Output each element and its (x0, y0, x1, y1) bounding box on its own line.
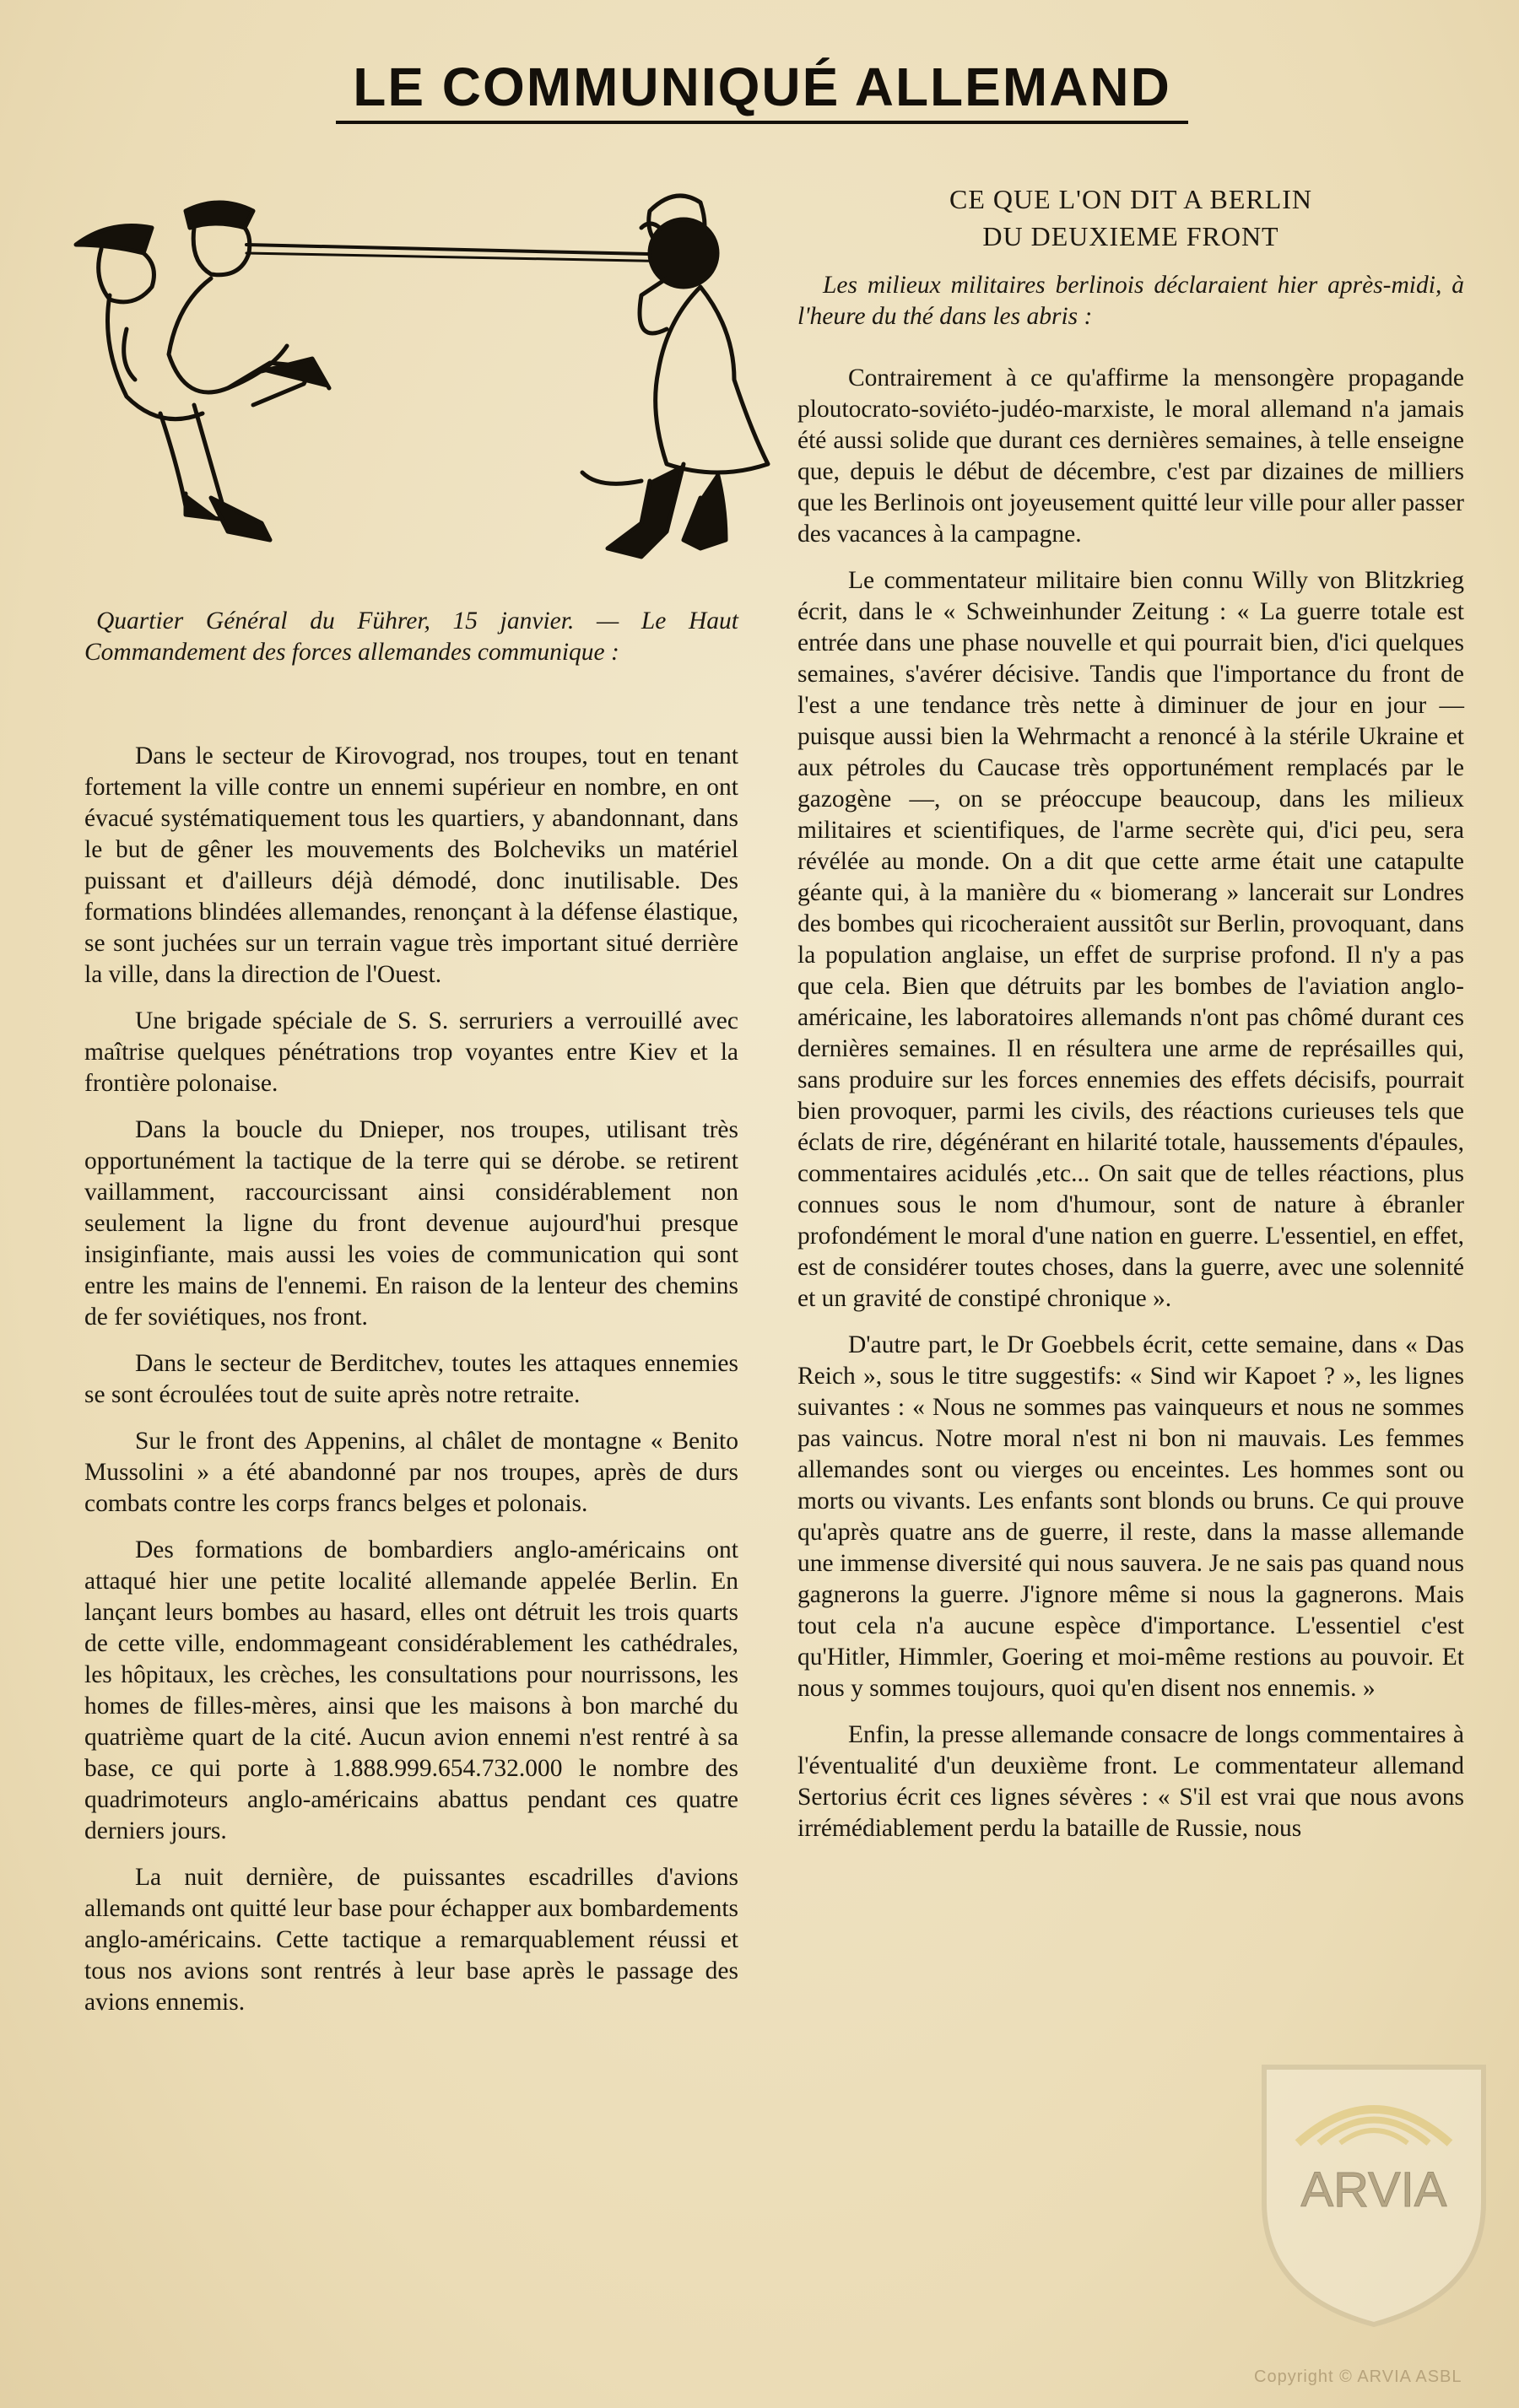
left-paragraph: Dans le secteur de Kirovograd, nos troupes, tout en tenant fortement la ville contre un ennemi supérieur en nombre, en ont évacué systématiquement tous les quartiers, y abandonnant, dans le but de gêner les mouvements des Bolcheviks un matériel puissant et d'ailleurs déjà démodé, donc inutilisable. Des formations blindées allemandes, renonçant à la défense élastique, se sont juchées sur un terrain vague très important situé derrière la ville, dans la direction de l'Ouest. (84, 742, 738, 988)
right-paragraph: Contrairement à ce qu'affirme la mensongère propagande ploutocrato-soviéto-judéo-marxiste, le moral allemand n'a jamais été aussi solide que durant ces dernières semaines, à telle enseigne que, depuis le début de décembre, c'est par dizaines de milliers que les Berlinois ont joyeusement quitté leur ville pour aller passer des vacances à la campagne. (797, 364, 1464, 548)
left-paragraph: Une brigade spéciale de S. S. serruriers a verrouillé avec maîtrise quelques pénétrations trop voyantes entre Kiev et la frontière polonaise. (84, 1007, 738, 1097)
title-underline (336, 121, 1188, 124)
right-paragraph: Le commentateur militaire bien connu Willy von Blitzkrieg écrit, dans le « Schweinhunder Zeitung : « La guerre totale est entrée dans une phase nouvelle et qui pourrait bien, d'ici quelques semaines, s'avérer décisive. Tandis que l'importance du front de l'est a une tendance très nette à diminuer de jour en jour — puisque aussi bien la Wehrmacht a renoncé à la stérile Ukraine et aux pétroles du Caucase très opportunément remplacés par le gazogène —, on se préoccupe beaucoup, dans les milieux militaires et scientifiques, de l'arme secrète qui, d'ici peu, sera révélée au monde. On a dit que cette arme était une catapulte géante qui, à la manière du « biomerang » lancerait sur Londres des bombes qui ricocheraient aussitôt sur Berlin, provoquant, dans la population anglaise, un effet de surprise profond. Il n'y a pas que cela. Bien que détruits par les bombes de l'aviation anglo-américaine, les laboratoires allemands n'ont pas chômé durant ces dernières semaines. Il en résultera une arme de représailles qui, sans produire sur les forces ennemies des effets décisifs, pourrait bien provoquer, parmi les civils, des réactions curieuses tels que éclats de rire, dégénérant en hilarité totale, haussements d'épaules, commentaires acidulés ,etc... On sait que de telles réactions, plus connues sous le nom d'humour, sont de nature à ébranler profondément le moral d'une nation en guerre. L'essentiel, en effet, est de considérer toutes choses, dans la guerre, avec une solennité et un gravité de constipé chronique ». (797, 567, 1464, 1312)
communique-intro: Quartier Général du Führer, 15 janvier. — Le Haut Commandement des forces allemandes communique : (84, 607, 738, 666)
right-column (797, 363, 1464, 1860)
right-intro (797, 270, 1464, 332)
left-paragraph: Dans la boucle du Dnieper, nos troupes, utilisant très opportunément la tactique de la terre qui se dérobe. se retirent vaillamment, raccourcissant ainsi considérablement non seulement la ligne du front devenue aujourd'hui presque insiginfiante, mais aussi les voies de communication qui sont entre les mains de l'ennemi. En raison de la lenteur des chemins de fer soviétiques, nos front. (84, 1116, 738, 1331)
right-paragraph: D'autre part, le Dr Goebbels écrit, cette semaine, dans « Das Reich », sous le titre suggestifs: « Sind wir Kapoet ? », les lignes suivantes : « Nous ne sommes pas vainqueurs et nous ne sommes pas vaincus. Notre moral n'est ni bon ni mauvais. Les femmes allemandes sont ou vierges ou enceintes. Les hommes sont ou morts ou vivants. Les enfants sont blonds ou bruns. Ce qui prouve qu'après quatre ans de guerre, il reste, dans la masse allemande une immense diversité qui nous sauvera. Je ne sais pas quand nous gagnerons la guerre. J'ignore même si nous la gagnerons. Mais tout cela n'a aucune espèce d'importance. L'essentiel c'est qu'Hitler, Himmler, Goering et moi-même restions au pouvoir. Et nous y sommes toujours, quoi qu'en disent nos ennemis. » (797, 1331, 1464, 1702)
seal-text: ARVIA (1300, 2162, 1447, 2217)
left-paragraph: Sur le front des Appenins, al châlet de montagne « Benito Mussolini » a été abandonné par nos troupes, après de durs combats contre les corps francs belges et polonais. (84, 1428, 738, 1517)
copyright-notice: Copyright © ARVIA ASBL (1254, 2368, 1462, 2386)
left-paragraph: Des formations de bombardiers anglo-américains ont attaqué hier une petite localité allemande appelée Berlin. En lançant leurs bombes au hasard, elles ont détruit les trois quarts de cette ville, endommageant considérablement les cathédrales, les hôpitaux, les crèches, les consultations pour nourrissons, les homes de filles-mères, ainsi que les maisons à bon marché du quatrième quart de la cité. Aucun avion ennemi n'est rentré à sa base, ce qui porte à 1.888.999.654.732.000 le nombre des quadrimoteurs anglo-américains abattus pendant ces quatre derniers jours. (84, 1536, 738, 1844)
right-heading-line1: CE QUE L'ON DIT A BERLIN (949, 184, 1313, 214)
left-column (84, 741, 738, 2033)
left-paragraph: Dans le secteur de Berditchev, toutes les attaques ennemies se sont écroulées tout de suite après notre retraite. (84, 1350, 738, 1408)
right-intro-text: Les milieux militaires berlinois déclaraient hier après-midi, à l'heure du thé dans les abris : (797, 272, 1464, 330)
page-title: LE COMMUNIQUÉ ALLEMAND (353, 57, 1171, 117)
arvia-seal-watermark (1247, 2050, 1500, 2329)
left-intro (84, 606, 738, 683)
right-heading-line2: DU DEUXIEME FRONT (982, 221, 1279, 251)
right-paragraph: Enfin, la presse allemande consacre de longs commentaires à l'éventualité d'un deuxième front. Le commentateur allemand Sertorius écrit ces lignes sévères : « S'il est vrai que nous avons irrémédiablement perdu la bataille de Russie, nous (797, 1721, 1464, 1842)
cartoon-illustration (59, 160, 776, 574)
left-paragraph: La nuit dernière, de puissantes escadrilles d'avions allemands ont quitté leur base pour échapper aux bombardements anglo-américains. Cette tactique a remarquablement réussi et tous nos avions sont rentrés à leur base après le passage des avions ennemis. (84, 1864, 738, 2016)
right-heading (797, 181, 1464, 255)
